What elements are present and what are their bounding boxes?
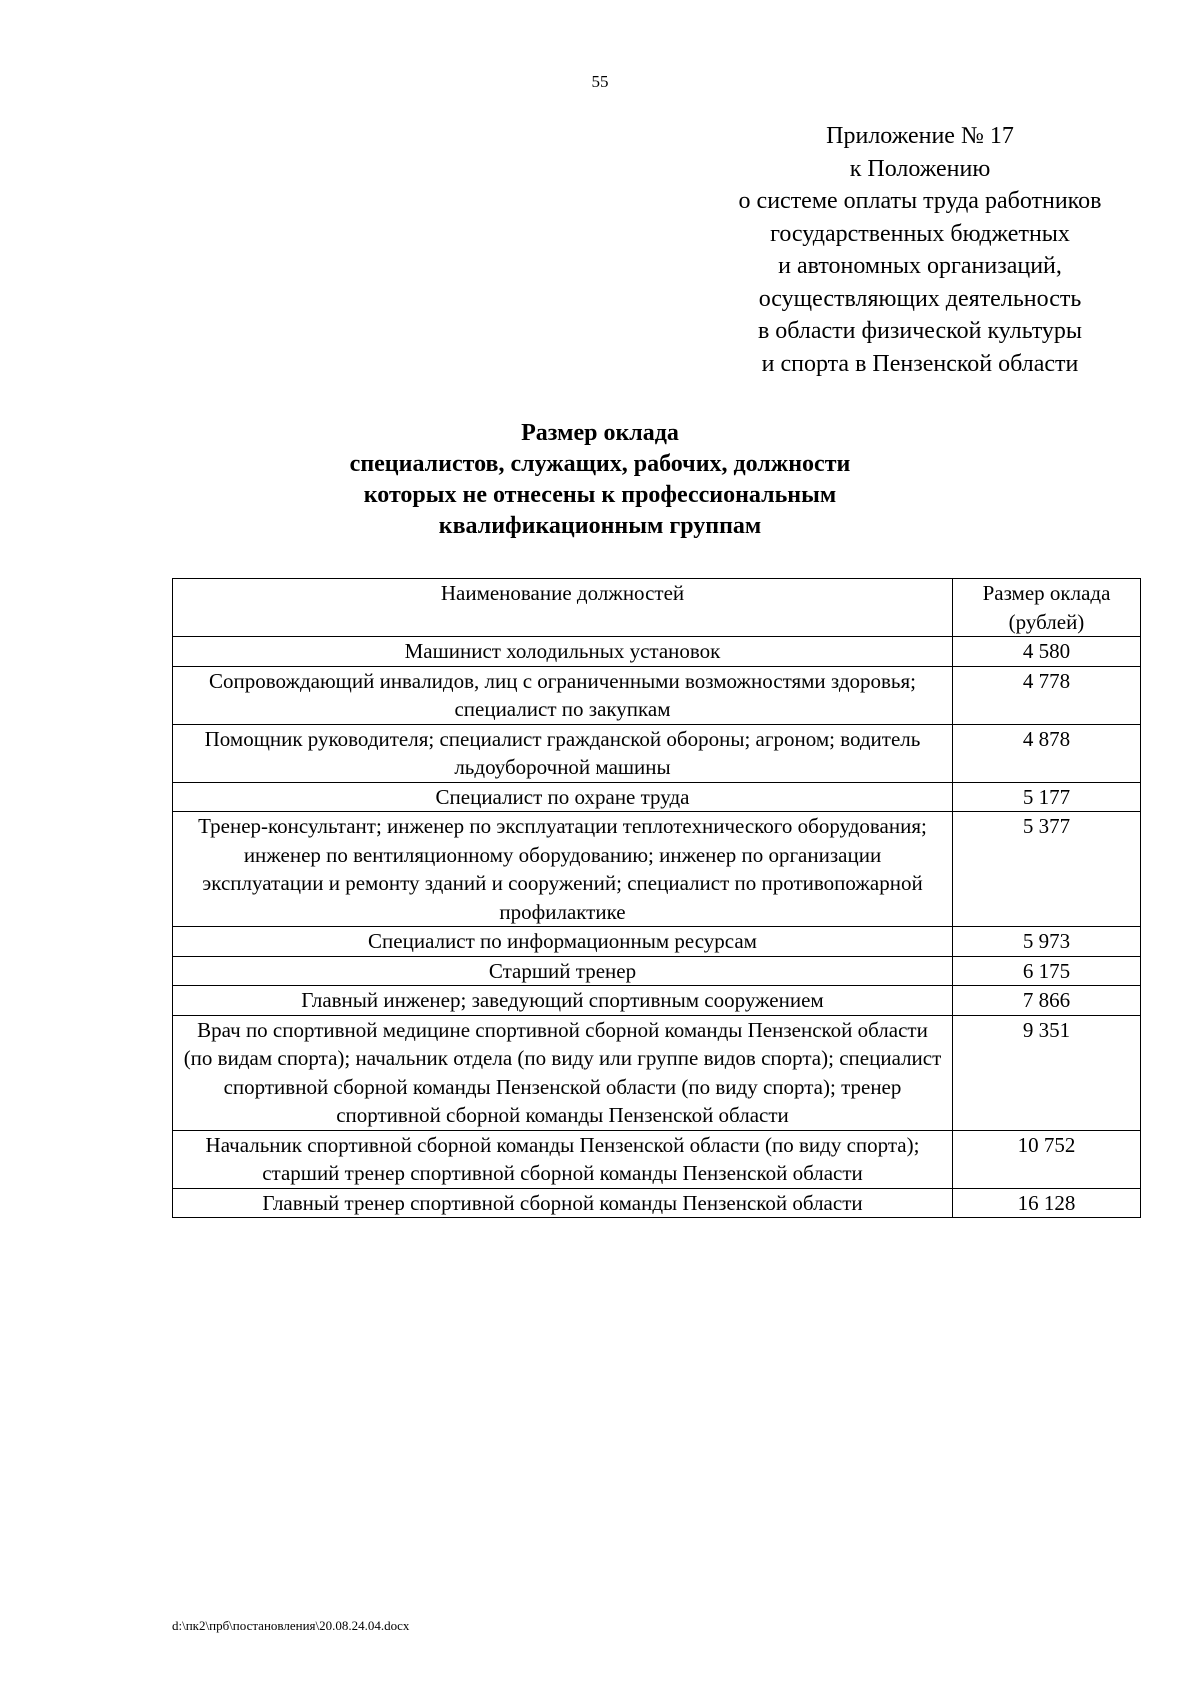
salary-cell: 4 580 xyxy=(953,637,1141,667)
table-row xyxy=(173,986,1141,1016)
title-line: специалистов, служащих, рабочих, должности xyxy=(349,451,851,477)
position-name-cell: Помощник руководителя; специалист гражданской обороны; агроном; водитель льдоуборочной машины xyxy=(173,724,953,782)
salary-cell: 9 351 xyxy=(953,1015,1141,1130)
table-row xyxy=(173,1015,1141,1130)
salary-cell: 16 128 xyxy=(953,1188,1141,1218)
position-name-cell: Тренер-консультант; инженер по эксплуатации теплотехнического оборудования; инженер по вентиляционному оборудованию; инженер по организации эксплуатации и ремонту зданий и сооружений; специалист по противопожарной профилактике xyxy=(173,812,953,927)
salary-table xyxy=(172,578,1141,1218)
title-line: квалификационным группам xyxy=(438,513,762,539)
title-line: которых не отнесены к профессиональным xyxy=(363,482,837,508)
table-row xyxy=(173,724,1141,782)
salary-cell: 10 752 xyxy=(953,1130,1141,1188)
position-name-cell: Начальник спортивной сборной команды Пензенской области (по виду спорта); старший тренер спортивной сборной команды Пензенской области xyxy=(173,1130,953,1188)
appendix-line: государственных бюджетных xyxy=(770,220,1070,247)
table-row xyxy=(173,1188,1141,1218)
salary-cell: 7 866 xyxy=(953,986,1141,1016)
table-row xyxy=(173,812,1141,927)
header-position-name: Наименование должностей xyxy=(173,579,953,637)
salary-cell: 6 175 xyxy=(953,956,1141,986)
appendix-header xyxy=(680,120,1160,380)
position-name-cell: Врач по спортивной медицине спортивной сборной команды Пензенской области (по видам спорта); начальник отдела (по виду или группе видов спорта); специалист спортивной сборной команды Пензенской области (по виду спорта); тренер спортивной сборной команды Пензенской области xyxy=(173,1015,953,1130)
position-name-cell: Машинист холодильных установок xyxy=(173,637,953,667)
position-name-cell: Старший тренер xyxy=(173,956,953,986)
appendix-line: и спорта в Пензенской области xyxy=(761,350,1079,377)
salary-cell: 4 778 xyxy=(953,666,1141,724)
appendix-line: к Положению xyxy=(849,155,991,182)
appendix-line: и автономных организаций, xyxy=(778,253,1062,279)
title-line: Размер оклада xyxy=(521,420,679,446)
page-number: 55 xyxy=(591,72,609,91)
document-title xyxy=(250,418,950,542)
salary-cell: 4 878 xyxy=(953,724,1141,782)
salary-cell: 5 177 xyxy=(953,782,1141,812)
position-name-cell: Главный тренер спортивной сборной команды Пензенской области xyxy=(173,1188,953,1218)
salary-cell: 5 973 xyxy=(953,927,1141,957)
position-name-cell: Специалист по охране труда xyxy=(173,782,953,812)
table-row xyxy=(173,637,1141,667)
appendix-line: в области физической культуры xyxy=(757,318,1083,344)
table-row xyxy=(173,1130,1141,1188)
table-header-row xyxy=(173,579,1141,637)
table-row xyxy=(173,927,1141,957)
appendix-line: осуществляющих деятельность xyxy=(758,285,1082,312)
position-name-cell: Главный инженер; заведующий спортивным сооружением xyxy=(173,986,953,1016)
table-row xyxy=(173,666,1141,724)
salary-cell: 5 377 xyxy=(953,812,1141,927)
header-salary: Размер оклада (рублей) xyxy=(953,579,1141,637)
table-row xyxy=(173,956,1141,986)
position-name-cell: Специалист по информационным ресурсам xyxy=(173,927,953,957)
appendix-line: о системе оплаты труда работников xyxy=(738,188,1102,214)
footer-file-path: d:\пк2\прб\постановления\20.08.24.04.docx xyxy=(172,1618,410,1633)
appendix-line: Приложение № 17 xyxy=(826,123,1014,149)
position-name-cell: Сопровождающий инвалидов, лиц с ограниченными возможностями здоровья; специалист по закупкам xyxy=(173,666,953,724)
table-row xyxy=(173,782,1141,812)
